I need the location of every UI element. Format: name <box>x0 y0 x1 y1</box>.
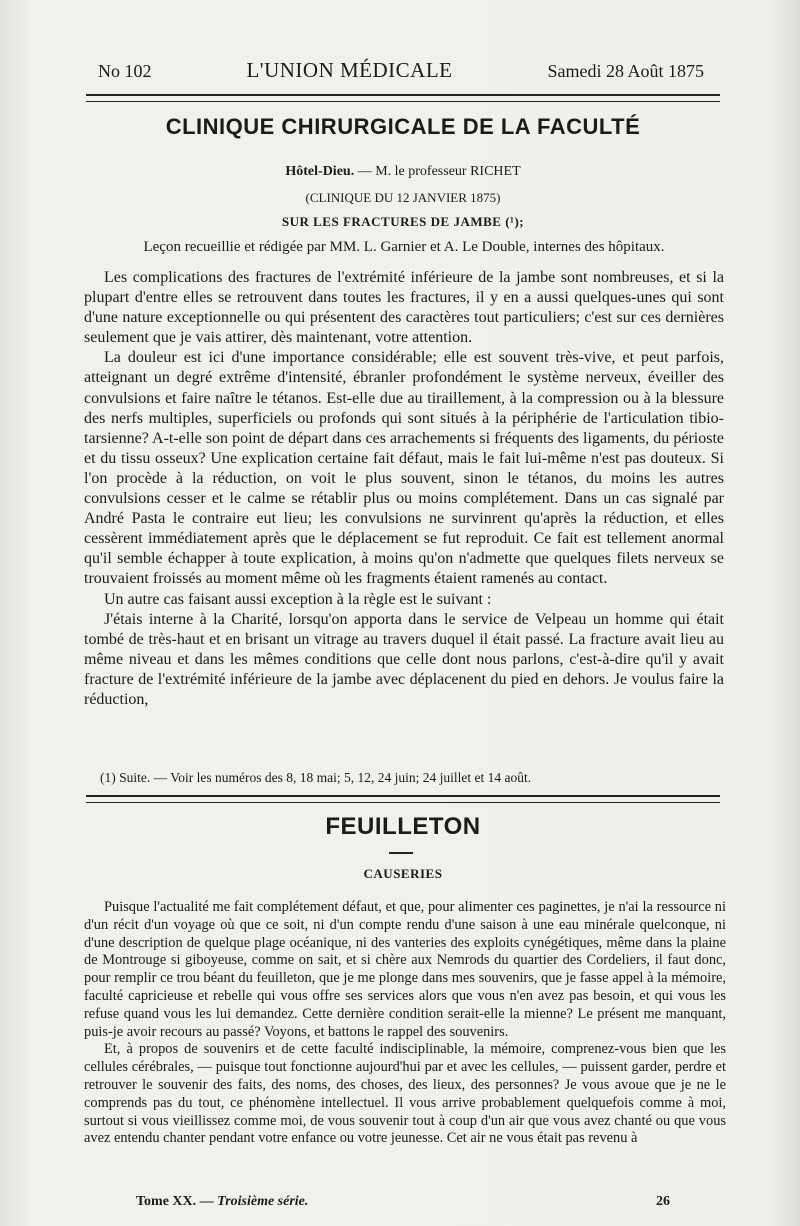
article-paragraph: Un autre cas faisant aussi exception à la règle est le suivant : <box>104 590 492 608</box>
professor-name: — M. le professeur RICHET <box>354 164 521 179</box>
series-label: Troisième série. <box>217 1194 309 1209</box>
article-hospital-line <box>86 164 720 180</box>
feuilleton-title: FEUILLETON <box>325 813 481 840</box>
feuilleton-paragraph: Puisque l'actualité me fait complétement défaut, et que, pour alimenter ces paginettes, je n'ai la ressource ni d'un récit d'un voyage où que ce soit, ni d'un compte rendu d'une saison à une eau minérale quelconque, ni d'une description de quelque plage océanique, ni des vanteries des exploits cynégétiques, même dans la plaine de Montrouge si giboyeuse, comme on sait, et si chère aux Nemrods du quartier des Cordeliers, il faut donc, pour remplir ce trou béant du feuilleton, que je me plonge dans mes souvenirs, que je fasse appel à la mémoire, faculté capricieuse et rebelle qui vous offre ses services alors que vous n'en avez pas besoin, et qui vous les refuse quand vous les lui demandez. Cette dernière condition serait-elle la mienne? Le présent me manquant, puis-je avoir recours au passé? Voyons, et battons le rappel des souvenirs. <box>84 899 726 1040</box>
feuilleton-body <box>84 899 726 1148</box>
article-paragraph: La douleur est ici d'une importance considérable; elle est souvent très-vive, et peut parfois, atteignant un degré extrême d'intensité, ébranler profondément le système nerveux, éveiller des convulsions et faire naître le tétanos. Est-elle due au tiraillement, à la compression ou à la blessure des nerfs multiples, superficiels ou profonds qui sont situés à la périphérie de l'articulation tibio-tarsienne? A-t-elle son point de départ dans ces arrachements si fréquents des ligaments, du périoste et du tissu osseux? Une explication certaine fait défaut, mais le fait lui-même n'est pas douteux. Si l'on procède à la réduction, on voit le plus souvent, sinon le tétanos, du moins les autres convulsions cesser et le calme se rétablir plus ou moins complétement. Dans un cas signalé par André Pasta le contraire eut lieu; les convulsions ne survinrent qu'après la réduction, et elles cessèrent immédiatement après que le déplacement se fut reproduit. Ce fait est tellement anormal qu'il semble échapper à toute explication, à moins qu'on n'admette que quelques filets nerveux se trouvaient froissés au moment même où les fragments étaient ramenés au contact. <box>84 349 724 588</box>
hospital-name: Hôtel-Dieu. <box>285 164 355 179</box>
article-body <box>84 268 724 710</box>
footer-volume <box>136 1194 308 1210</box>
page-header <box>98 58 704 88</box>
feuilleton-subtitle: CAUSERIES <box>363 866 443 881</box>
header-rule <box>86 94 720 102</box>
article-paragraph: Les complications des fractures de l'extrémité inférieure de la jambe sont nombreuses, et si la plupart d'entre elles se retrouvent dans toutes les fractures, il y en a aussi quelques-unes qui sont d'une nature exceptionnelle ou qui présentent des caractères tout particuliers; c'est sur ces dernières seulement que je vais attirer, dès maintenant, votre attention. <box>84 269 724 347</box>
page-number: 26 <box>656 1194 670 1209</box>
feuilleton-rule <box>86 795 720 803</box>
issue-date: Samedi 28 Août 1875 <box>547 61 704 81</box>
journal-title: L'UNION MÉDICALE <box>246 58 453 82</box>
article-paragraph: J'étais interne à la Charité, lorsqu'on apporta dans le service de Velpeau un homme qui était tombé de très-haut et en brisant un vitrage au travers duquel il était passé. La fracture avait lieu au même niveau et dans les mêmes conditions que celle dont nous parlons, c'est-à-dire qu'il y avait fracture de l'extrémité inférieure de la jambe avec déplacenent du pied en dehors. Je voulus faire la réduction, <box>84 610 724 708</box>
article-authors: Leçon recueillie et rédigée par MM. L. Garnier et A. Le Double, internes des hôpitaux. <box>143 239 665 255</box>
article-subject: SUR LES FRACTURES DE JAMBE (¹); <box>281 214 525 229</box>
feuilleton-paragraph: Et, à propos de souvenirs et de cette faculté indisciplinable, la mémoire, comprenez-vous bien que les cellules cérébrales, — puisque tout fonctionne aujourd'hui par et avec les cellules, — puissent garder, perdre et retrouver le souvenir des faits, des noms, des choses, des lieux, des personnes? Je vous avoue que je ne le comprends pas du tout, ce phénomène intellectuel. Il vous arrive probablement quelquefois comme à moi, surtout si vous vieillissez comme moi, de vous souvenir tout à coup d'un air que vous avez chanté ou que vous avez entendu chanter pendant votre enfance ou votre jeunesse. Cet air ne vous était pas revenu à <box>84 1041 726 1147</box>
title-dash <box>389 852 413 854</box>
article-footnote: (1) Suite. — Voir les numéros des 8, 18 mai; 5, 12, 24 juin; 24 juillet et 14 août. <box>100 770 532 785</box>
volume-label: Tome XX. — <box>136 1194 214 1209</box>
page-footer <box>136 1194 670 1210</box>
article-section-title: CLINIQUE CHIRURGICALE DE LA FACULTÉ <box>165 114 641 139</box>
clinic-date: (CLINIQUE DU 12 JANVIER 1875) <box>305 190 501 205</box>
issue-number: No 102 <box>98 61 152 81</box>
